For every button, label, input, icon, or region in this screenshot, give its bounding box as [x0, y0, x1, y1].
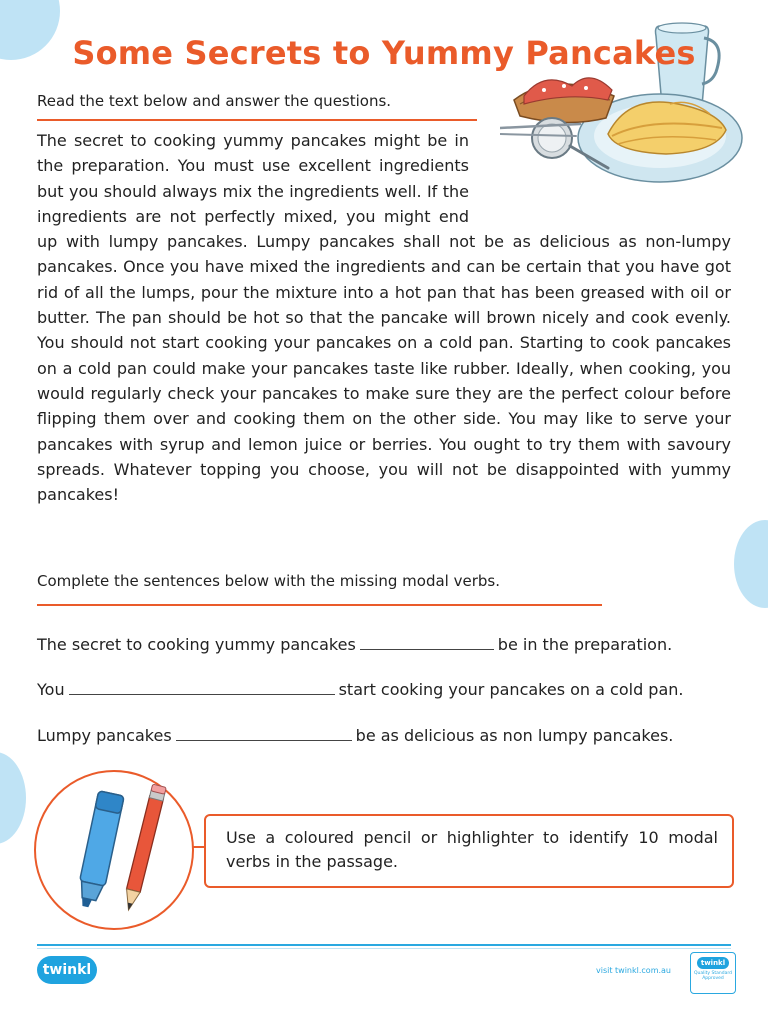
reading-passage — [37, 128, 731, 507]
highlighter-pencil-icon — [36, 772, 192, 928]
stationery-circle — [34, 770, 194, 930]
decorative-blob-left — [0, 752, 26, 844]
sentence-2-after: start cooking your pancakes on a cold pan. — [338, 680, 684, 699]
instructions-text: Complete the sentences below with the missing modal verbs. — [37, 572, 500, 590]
quality-badge — [690, 952, 736, 994]
badge-logo: twinkl — [697, 957, 729, 969]
illustration-spacer — [469, 128, 731, 204]
sentence-2-before: You — [37, 680, 65, 699]
task-box — [204, 814, 734, 888]
sentence-3-before: Lumpy pancakes — [37, 726, 172, 745]
decorative-blob-right — [734, 520, 768, 608]
blank-1[interactable] — [360, 635, 494, 650]
footer-divider-light — [37, 948, 731, 949]
badge-text: Quality Standard Approved — [694, 971, 732, 981]
sentence-3-after: be as delicious as non lumpy pancakes. — [355, 726, 674, 745]
blank-3[interactable] — [176, 726, 352, 741]
intro-text: Read the text below and answer the questions. — [37, 92, 392, 110]
fill-in-sentence-1 — [37, 635, 672, 654]
footer-divider — [37, 944, 731, 946]
task-text: Use a coloured pencil or highlighter to identify 10 modal verbs in the passage. — [226, 828, 718, 871]
visit-link[interactable]: visit twinkl.com.au — [596, 966, 671, 975]
twinkl-logo[interactable]: twinkl — [37, 956, 97, 984]
blank-2[interactable] — [69, 680, 335, 695]
fill-in-sentence-2 — [37, 680, 684, 699]
sentence-1-after: be in the preparation. — [497, 635, 673, 654]
passage-text: The secret to cooking yummy pancakes might be in the preparation. You must use excellent ingredients but you should always mix the ingredients well. If the ingredients are not perfectly mixed, you might end up with lumpy pancakes. Lumpy pancakes shall not be as delicious as non-lumpy pancakes. Once you have mixed the ingredients and can be certain that you have got rid of all the lumps, pour the mixture into a hot pan that has been greased with oil or butter. The pan should be hot so that the pancake will brown nicely and cook evenly. You should not start cooking your pancakes on a cold pan. Starting to cook pancakes on a cold pan could make your pancakes taste like rubber. Ideally, when cooking, you would regularly check your pancakes to make sure they are the perfect colour before flipping them over and cooking them on the other side. You may like to serve your pancakes with syrup and lemon juice or berries. You ought to try them with savoury spreads. Whatever topping you choose, you will not be disappointed with yummy pancakes! — [37, 131, 731, 505]
page-title: Some Secrets to Yummy Pancakes — [72, 34, 696, 72]
sentence-1-before: The secret to cooking yummy pancakes — [37, 635, 356, 654]
fill-in-sentence-3 — [37, 726, 673, 745]
instructions-divider — [37, 604, 602, 606]
intro-divider — [37, 119, 477, 121]
